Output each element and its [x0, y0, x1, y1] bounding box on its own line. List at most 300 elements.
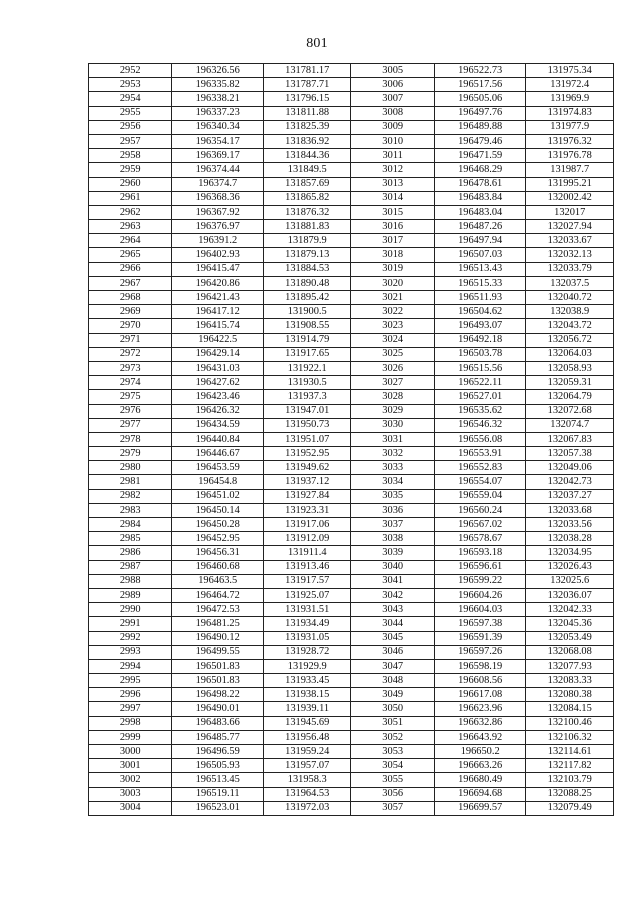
point-id-cell: 2992 — [89, 631, 172, 645]
y-coordinate-cell: 131951.07 — [263, 432, 351, 446]
x-coordinate-cell: 196643.92 — [434, 730, 526, 744]
table-row — [89, 574, 614, 588]
x-coordinate-cell: 196554.07 — [434, 475, 526, 489]
x-coordinate-cell: 196456.31 — [172, 546, 264, 560]
point-id-cell: 3004 — [89, 801, 172, 815]
point-id-cell: 2990 — [89, 603, 172, 617]
x-coordinate-cell: 196694.68 — [434, 787, 526, 801]
x-coordinate-cell: 196699.57 — [434, 801, 526, 815]
x-coordinate-cell: 196335.82 — [172, 78, 264, 92]
y-coordinate-cell: 131959.24 — [263, 745, 351, 759]
y-coordinate-cell: 131974.83 — [526, 106, 614, 120]
y-coordinate-cell: 131930.5 — [263, 376, 351, 390]
page-number: 801 — [306, 36, 328, 51]
x-coordinate-cell: 196374.7 — [172, 177, 264, 191]
x-coordinate-cell: 196578.67 — [434, 532, 526, 546]
y-coordinate-cell: 132002.42 — [526, 191, 614, 205]
point-id-cell: 2978 — [89, 432, 172, 446]
y-coordinate-cell: 132072.68 — [526, 404, 614, 418]
y-coordinate-cell: 131849.5 — [263, 163, 351, 177]
y-coordinate-cell: 131884.53 — [263, 262, 351, 276]
y-coordinate-cell: 132026.43 — [526, 560, 614, 574]
point-id-cell: 2953 — [89, 78, 172, 92]
point-id-cell: 3053 — [351, 745, 434, 759]
point-id-cell: 2952 — [89, 64, 172, 78]
y-coordinate-cell: 131945.69 — [263, 716, 351, 730]
y-coordinate-cell: 132100.46 — [526, 716, 614, 730]
table-row — [89, 418, 614, 432]
table-row — [89, 674, 614, 688]
x-coordinate-cell: 196472.53 — [172, 603, 264, 617]
point-id-cell: 2985 — [89, 532, 172, 546]
point-id-cell: 2965 — [89, 248, 172, 262]
y-coordinate-cell: 132083.33 — [526, 674, 614, 688]
point-id-cell: 3028 — [351, 390, 434, 404]
table-row — [89, 688, 614, 702]
y-coordinate-cell: 132033.79 — [526, 262, 614, 276]
x-coordinate-cell: 196556.08 — [434, 432, 526, 446]
table-row — [89, 518, 614, 532]
x-coordinate-cell: 196446.67 — [172, 447, 264, 461]
y-coordinate-cell: 131914.79 — [263, 333, 351, 347]
x-coordinate-cell: 196501.83 — [172, 659, 264, 673]
y-coordinate-cell: 131923.31 — [263, 503, 351, 517]
point-id-cell: 2980 — [89, 461, 172, 475]
point-id-cell: 2976 — [89, 404, 172, 418]
table-row — [89, 319, 614, 333]
y-coordinate-cell: 131836.92 — [263, 134, 351, 148]
table-row — [89, 78, 614, 92]
table-row — [89, 163, 614, 177]
table-row — [89, 801, 614, 815]
point-id-cell: 3006 — [351, 78, 434, 92]
y-coordinate-cell: 131857.69 — [263, 177, 351, 191]
point-id-cell: 3027 — [351, 376, 434, 390]
point-id-cell: 3036 — [351, 503, 434, 517]
x-coordinate-cell: 196507.03 — [434, 248, 526, 262]
x-coordinate-cell: 196490.01 — [172, 702, 264, 716]
y-coordinate-cell: 132067.83 — [526, 432, 614, 446]
x-coordinate-cell: 196523.01 — [172, 801, 264, 815]
point-id-cell: 3013 — [351, 177, 434, 191]
table-row — [89, 248, 614, 262]
x-coordinate-cell: 196326.56 — [172, 64, 264, 78]
table-row — [89, 759, 614, 773]
x-coordinate-cell: 196591.39 — [434, 631, 526, 645]
x-coordinate-cell: 196513.43 — [434, 262, 526, 276]
y-coordinate-cell: 132077.93 — [526, 659, 614, 673]
point-id-cell: 3034 — [351, 475, 434, 489]
x-coordinate-cell: 196481.25 — [172, 617, 264, 631]
x-coordinate-cell: 196468.29 — [434, 163, 526, 177]
y-coordinate-cell: 131950.73 — [263, 418, 351, 432]
table-row — [89, 532, 614, 546]
point-id-cell: 3000 — [89, 745, 172, 759]
x-coordinate-cell: 196415.47 — [172, 262, 264, 276]
y-coordinate-cell: 131922.1 — [263, 361, 351, 375]
x-coordinate-cell: 196487.26 — [434, 220, 526, 234]
x-coordinate-cell: 196376.97 — [172, 220, 264, 234]
x-coordinate-cell: 196498.22 — [172, 688, 264, 702]
x-coordinate-cell: 196515.33 — [434, 276, 526, 290]
coordinates-table-body — [89, 64, 614, 816]
y-coordinate-cell: 131913.46 — [263, 560, 351, 574]
x-coordinate-cell: 196497.76 — [434, 106, 526, 120]
point-id-cell: 2966 — [89, 262, 172, 276]
x-coordinate-cell: 196632.86 — [434, 716, 526, 730]
y-coordinate-cell: 131939.11 — [263, 702, 351, 716]
y-coordinate-cell: 131796.15 — [263, 92, 351, 106]
x-coordinate-cell: 196337.23 — [172, 106, 264, 120]
table-row — [89, 489, 614, 503]
y-coordinate-cell: 131947.01 — [263, 404, 351, 418]
y-coordinate-cell: 131933.45 — [263, 674, 351, 688]
point-id-cell: 3024 — [351, 333, 434, 347]
table-row — [89, 220, 614, 234]
x-coordinate-cell: 196604.26 — [434, 588, 526, 602]
y-coordinate-cell: 131976.32 — [526, 134, 614, 148]
point-id-cell: 3003 — [89, 787, 172, 801]
x-coordinate-cell: 196519.11 — [172, 787, 264, 801]
point-id-cell: 2977 — [89, 418, 172, 432]
point-id-cell: 3016 — [351, 220, 434, 234]
x-coordinate-cell: 196421.43 — [172, 291, 264, 305]
point-id-cell: 3002 — [89, 773, 172, 787]
x-coordinate-cell: 196485.77 — [172, 730, 264, 744]
x-coordinate-cell: 196427.62 — [172, 376, 264, 390]
y-coordinate-cell: 131912.09 — [263, 532, 351, 546]
table-row — [89, 603, 614, 617]
y-coordinate-cell: 131900.5 — [263, 305, 351, 319]
table-row — [89, 64, 614, 78]
table-row — [89, 461, 614, 475]
point-id-cell: 2984 — [89, 518, 172, 532]
x-coordinate-cell: 196505.93 — [172, 759, 264, 773]
y-coordinate-cell: 132079.49 — [526, 801, 614, 815]
point-id-cell: 2970 — [89, 319, 172, 333]
y-coordinate-cell: 132034.95 — [526, 546, 614, 560]
table-row — [89, 730, 614, 744]
table-row — [89, 191, 614, 205]
y-coordinate-cell: 131917.57 — [263, 574, 351, 588]
x-coordinate-cell: 196490.12 — [172, 631, 264, 645]
table-row — [89, 645, 614, 659]
x-coordinate-cell: 196426.32 — [172, 404, 264, 418]
table-row — [89, 702, 614, 716]
y-coordinate-cell: 132042.33 — [526, 603, 614, 617]
x-coordinate-cell: 196464.72 — [172, 588, 264, 602]
table-row — [89, 106, 614, 120]
point-id-cell: 3048 — [351, 674, 434, 688]
table-row — [89, 432, 614, 446]
point-id-cell: 3033 — [351, 461, 434, 475]
point-id-cell: 2989 — [89, 588, 172, 602]
table-row — [89, 205, 614, 219]
y-coordinate-cell: 131925.07 — [263, 588, 351, 602]
point-id-cell: 2958 — [89, 149, 172, 163]
y-coordinate-cell: 132033.56 — [526, 518, 614, 532]
x-coordinate-cell: 196450.28 — [172, 518, 264, 532]
y-coordinate-cell: 132045.36 — [526, 617, 614, 631]
x-coordinate-cell: 196434.59 — [172, 418, 264, 432]
point-id-cell: 3022 — [351, 305, 434, 319]
x-coordinate-cell: 196454.8 — [172, 475, 264, 489]
table-row — [89, 588, 614, 602]
point-id-cell: 3017 — [351, 234, 434, 248]
point-id-cell: 3014 — [351, 191, 434, 205]
y-coordinate-cell: 132057.38 — [526, 447, 614, 461]
point-id-cell: 2981 — [89, 475, 172, 489]
x-coordinate-cell: 196527.01 — [434, 390, 526, 404]
table-row — [89, 361, 614, 375]
point-id-cell: 3032 — [351, 447, 434, 461]
x-coordinate-cell: 196483.04 — [434, 205, 526, 219]
y-coordinate-cell: 132059.31 — [526, 376, 614, 390]
y-coordinate-cell: 131908.55 — [263, 319, 351, 333]
point-id-cell: 3055 — [351, 773, 434, 787]
x-coordinate-cell: 196402.93 — [172, 248, 264, 262]
x-coordinate-cell: 196597.26 — [434, 645, 526, 659]
y-coordinate-cell: 131931.51 — [263, 603, 351, 617]
x-coordinate-cell: 196596.61 — [434, 560, 526, 574]
point-id-cell: 3047 — [351, 659, 434, 673]
point-id-cell: 3035 — [351, 489, 434, 503]
y-coordinate-cell: 131844.36 — [263, 149, 351, 163]
point-id-cell: 3043 — [351, 603, 434, 617]
x-coordinate-cell: 196535.62 — [434, 404, 526, 418]
point-id-cell: 3054 — [351, 759, 434, 773]
x-coordinate-cell: 196391.2 — [172, 234, 264, 248]
y-coordinate-cell: 132074.7 — [526, 418, 614, 432]
x-coordinate-cell: 196608.56 — [434, 674, 526, 688]
y-coordinate-cell: 132042.73 — [526, 475, 614, 489]
point-id-cell: 2959 — [89, 163, 172, 177]
point-id-cell: 2955 — [89, 106, 172, 120]
point-id-cell: 3009 — [351, 120, 434, 134]
y-coordinate-cell: 131865.82 — [263, 191, 351, 205]
y-coordinate-cell: 132103.79 — [526, 773, 614, 787]
point-id-cell: 2969 — [89, 305, 172, 319]
point-id-cell: 3008 — [351, 106, 434, 120]
x-coordinate-cell: 196415.74 — [172, 319, 264, 333]
x-coordinate-cell: 196340.34 — [172, 120, 264, 134]
point-id-cell: 3020 — [351, 276, 434, 290]
y-coordinate-cell: 131931.05 — [263, 631, 351, 645]
y-coordinate-cell: 131975.34 — [526, 64, 614, 78]
table-row — [89, 617, 614, 631]
point-id-cell: 2983 — [89, 503, 172, 517]
point-id-cell: 2995 — [89, 674, 172, 688]
x-coordinate-cell: 196423.46 — [172, 390, 264, 404]
coordinates-table — [88, 63, 614, 816]
x-coordinate-cell: 196422.5 — [172, 333, 264, 347]
y-coordinate-cell: 131958.3 — [263, 773, 351, 787]
point-id-cell: 3007 — [351, 92, 434, 106]
x-coordinate-cell: 196483.84 — [434, 191, 526, 205]
y-coordinate-cell: 132032.13 — [526, 248, 614, 262]
y-coordinate-cell: 132084.15 — [526, 702, 614, 716]
y-coordinate-cell: 132040.72 — [526, 291, 614, 305]
x-coordinate-cell: 196492.18 — [434, 333, 526, 347]
y-coordinate-cell: 131937.3 — [263, 390, 351, 404]
table-row — [89, 120, 614, 134]
x-coordinate-cell: 196513.45 — [172, 773, 264, 787]
point-id-cell: 3052 — [351, 730, 434, 744]
table-row — [89, 631, 614, 645]
table-row — [89, 291, 614, 305]
y-coordinate-cell: 131995.21 — [526, 177, 614, 191]
x-coordinate-cell: 196451.02 — [172, 489, 264, 503]
y-coordinate-cell: 131890.48 — [263, 276, 351, 290]
y-coordinate-cell: 132049.06 — [526, 461, 614, 475]
table-row — [89, 390, 614, 404]
y-coordinate-cell: 132080.38 — [526, 688, 614, 702]
x-coordinate-cell: 196338.21 — [172, 92, 264, 106]
y-coordinate-cell: 132037.5 — [526, 276, 614, 290]
table-row — [89, 475, 614, 489]
point-id-cell: 3051 — [351, 716, 434, 730]
y-coordinate-cell: 131964.53 — [263, 787, 351, 801]
table-row — [89, 333, 614, 347]
point-id-cell: 2962 — [89, 205, 172, 219]
y-coordinate-cell: 131911.4 — [263, 546, 351, 560]
x-coordinate-cell: 196617.08 — [434, 688, 526, 702]
x-coordinate-cell: 196374.44 — [172, 163, 264, 177]
table-row — [89, 447, 614, 461]
point-id-cell: 2999 — [89, 730, 172, 744]
y-coordinate-cell: 132058.93 — [526, 361, 614, 375]
x-coordinate-cell: 196478.61 — [434, 177, 526, 191]
point-id-cell: 3040 — [351, 560, 434, 574]
x-coordinate-cell: 196453.59 — [172, 461, 264, 475]
point-id-cell: 3056 — [351, 787, 434, 801]
point-id-cell: 3031 — [351, 432, 434, 446]
x-coordinate-cell: 196567.02 — [434, 518, 526, 532]
y-coordinate-cell: 131934.49 — [263, 617, 351, 631]
point-id-cell: 3005 — [351, 64, 434, 78]
x-coordinate-cell: 196479.46 — [434, 134, 526, 148]
table-row — [89, 92, 614, 106]
table-row — [89, 262, 614, 276]
x-coordinate-cell: 196623.96 — [434, 702, 526, 716]
x-coordinate-cell: 196420.86 — [172, 276, 264, 290]
y-coordinate-cell: 132025.6 — [526, 574, 614, 588]
point-id-cell: 2991 — [89, 617, 172, 631]
x-coordinate-cell: 196471.59 — [434, 149, 526, 163]
y-coordinate-cell: 131937.12 — [263, 475, 351, 489]
x-coordinate-cell: 196522.11 — [434, 376, 526, 390]
point-id-cell: 2968 — [89, 291, 172, 305]
point-id-cell: 3057 — [351, 801, 434, 815]
point-id-cell: 2961 — [89, 191, 172, 205]
x-coordinate-cell: 196546.32 — [434, 418, 526, 432]
y-coordinate-cell: 131957.07 — [263, 759, 351, 773]
x-coordinate-cell: 196511.93 — [434, 291, 526, 305]
y-coordinate-cell: 132106.32 — [526, 730, 614, 744]
point-id-cell: 2994 — [89, 659, 172, 673]
y-coordinate-cell: 132033.68 — [526, 503, 614, 517]
x-coordinate-cell: 196496.59 — [172, 745, 264, 759]
y-coordinate-cell: 131956.48 — [263, 730, 351, 744]
point-id-cell: 2956 — [89, 120, 172, 134]
x-coordinate-cell: 196593.18 — [434, 546, 526, 560]
table-row — [89, 773, 614, 787]
y-coordinate-cell: 132036.07 — [526, 588, 614, 602]
table-row — [89, 716, 614, 730]
table-row — [89, 234, 614, 248]
x-coordinate-cell: 196522.73 — [434, 64, 526, 78]
y-coordinate-cell: 131976.78 — [526, 149, 614, 163]
y-coordinate-cell: 131781.17 — [263, 64, 351, 78]
x-coordinate-cell: 196417.12 — [172, 305, 264, 319]
point-id-cell: 2967 — [89, 276, 172, 290]
table-row — [89, 787, 614, 801]
point-id-cell: 3045 — [351, 631, 434, 645]
point-id-cell: 3050 — [351, 702, 434, 716]
x-coordinate-cell: 196460.68 — [172, 560, 264, 574]
point-id-cell: 3010 — [351, 134, 434, 148]
point-id-cell: 3011 — [351, 149, 434, 163]
point-id-cell: 3029 — [351, 404, 434, 418]
table-row — [89, 149, 614, 163]
x-coordinate-cell: 196450.14 — [172, 503, 264, 517]
point-id-cell: 3039 — [351, 546, 434, 560]
y-coordinate-cell: 131987.7 — [526, 163, 614, 177]
y-coordinate-cell: 131969.9 — [526, 92, 614, 106]
point-id-cell: 2993 — [89, 645, 172, 659]
x-coordinate-cell: 196497.94 — [434, 234, 526, 248]
y-coordinate-cell: 131881.83 — [263, 220, 351, 234]
x-coordinate-cell: 196493.07 — [434, 319, 526, 333]
y-coordinate-cell: 132043.72 — [526, 319, 614, 333]
point-id-cell: 2987 — [89, 560, 172, 574]
table-row — [89, 546, 614, 560]
x-coordinate-cell: 196552.83 — [434, 461, 526, 475]
point-id-cell: 3018 — [351, 248, 434, 262]
x-coordinate-cell: 196431.03 — [172, 361, 264, 375]
point-id-cell: 3023 — [351, 319, 434, 333]
point-id-cell: 2963 — [89, 220, 172, 234]
point-id-cell: 3046 — [351, 645, 434, 659]
point-id-cell: 2997 — [89, 702, 172, 716]
y-coordinate-cell: 131927.84 — [263, 489, 351, 503]
point-id-cell: 3038 — [351, 532, 434, 546]
point-id-cell: 3001 — [89, 759, 172, 773]
point-id-cell: 3021 — [351, 291, 434, 305]
x-coordinate-cell: 196369.17 — [172, 149, 264, 163]
y-coordinate-cell: 132064.03 — [526, 347, 614, 361]
x-coordinate-cell: 196604.03 — [434, 603, 526, 617]
x-coordinate-cell: 196598.19 — [434, 659, 526, 673]
point-id-cell: 3041 — [351, 574, 434, 588]
y-coordinate-cell: 131787.71 — [263, 78, 351, 92]
table-row — [89, 745, 614, 759]
y-coordinate-cell: 131928.72 — [263, 645, 351, 659]
y-coordinate-cell: 132038.28 — [526, 532, 614, 546]
x-coordinate-cell: 196597.38 — [434, 617, 526, 631]
x-coordinate-cell: 196505.06 — [434, 92, 526, 106]
x-coordinate-cell: 196504.62 — [434, 305, 526, 319]
point-id-cell: 3026 — [351, 361, 434, 375]
point-id-cell: 3012 — [351, 163, 434, 177]
x-coordinate-cell: 196367.92 — [172, 205, 264, 219]
y-coordinate-cell: 132017 — [526, 205, 614, 219]
point-id-cell: 3049 — [351, 688, 434, 702]
point-id-cell: 3019 — [351, 262, 434, 276]
point-id-cell: 2964 — [89, 234, 172, 248]
table-row — [89, 276, 614, 290]
x-coordinate-cell: 196663.26 — [434, 759, 526, 773]
